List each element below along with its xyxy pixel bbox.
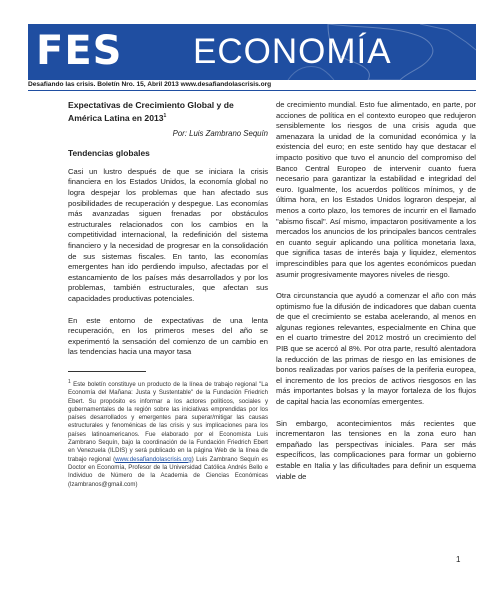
paragraph: En este entorno de expectativas de una lenta recuperación, en los primeros meses del año se experimentó la sensación del comienzo de un cambio en las tendencias hacia una mayor tasa bbox=[68, 315, 268, 357]
right-column bbox=[276, 100, 476, 493]
fes-logo-text: FES bbox=[36, 28, 123, 74]
footnote-link[interactable]: www.desafiandolascrisis.org bbox=[115, 455, 192, 463]
paragraph: Otra circunstancia que ayudó a comenzar el año con más optimismo fue la difusión de indicadores que daban cuenta de que el crecimiento se estaba acelerando, al menos en algunas regiones relevantes, especialmente en China que en el cuarto trimestre del 2012 mostró un crecimiento del PIB que se acercó al 8%. Por otra parte, resultó alentadora la reducción de las primas de riesgo en las emisiones de bonos realizadas por varios países de la periferia europea, el incremento de los precios de activos riesgosos en las más importantes bolsas y la mayor fortaleza de los flujos de capital hacia las economías emergentes. bbox=[276, 291, 476, 407]
economia-logo-text: ECONOMÍA bbox=[193, 32, 392, 71]
footnote-mark: 1 bbox=[68, 378, 71, 385]
bulletin-subheader: Desafiando las crisis. Boletín Nro. 15, Abril 2013 www.desafiandolascrisis.org bbox=[28, 81, 272, 88]
article-author: Por: Luis Zambrano Sequín bbox=[172, 128, 268, 138]
title-footnote-mark: 1 bbox=[163, 113, 167, 119]
footnote-divider bbox=[68, 371, 146, 372]
article-title bbox=[68, 100, 268, 124]
footnote bbox=[68, 378, 268, 489]
page-number: 1 bbox=[456, 555, 461, 564]
paragraph: Sin embargo, acontecimientos más recientes que incrementaron las tensiones en la zona euro han empañado las perspectivas iniciales. Para ser más específicos, las complicaciones para formar un gobierno estable en Italia y las dificultades para definir un esquema viable de bbox=[276, 418, 476, 481]
paragraph: de crecimiento mundial. Esto fue alimentado, en parte, por acciones de política en el contexto europeo que redujeron sensiblemente los riesgos de una crisis aguda que amenazara la unidad de la comunidad económica y la existencia del euro; en este sentido hay que destacar el impacto positivo que tuvo el anuncio del compromiso del Banco Central Europeo de intervenir cuanto fuera necesario para garantizar la estabilidad e integridad del euro. Igualmente, los acuerdos políticos mínimos, y de última hora, en los Estados Unidos lograron despejar, al menos a corto plazo, los temores de incurrir en el llamado "abismo fiscal". Así mismo, impactaron positivamente a los mercados los anuncios de los principales bancos centrales en cuanto seguir aplicando una política monetaria laxa, que significa tasas de interés baja y liquidez, elementos imprescindibles para que los agentes económicos puedan asumir progresivamente mayores niveles de riesgo. bbox=[276, 100, 476, 279]
paragraph: Casi un lustro después de que se iniciara la crisis financiera en los Estados Unidos, la economía global no logra despejar los problemas que han afectado sus posibilidades de recuperación y despegue. Las economías más avanzadas siguen frenadas por obstáculos estructurales relacionados con los cambios en la competitividad internacional, la redefinición del sistema financiero y la necesidad de progresar en la consolidación de sus sistemas fiscales. En tanto, las economías emergentes han ido perdiendo impulso, afectadas por el estancamiento de los países más desarrollados y por los problemas, también estructurales, que afectan sus capacidades productivas potenciales. bbox=[68, 166, 268, 303]
header-divider bbox=[28, 90, 476, 91]
article-title-text: Expectativas de Crecimiento Global y de América Latina en 2013 bbox=[68, 100, 234, 123]
left-column bbox=[68, 100, 268, 489]
footnote-text-before-link: Este boletín constituye un producto de la línea de trabajo regional "La Economía del Mañana: Justa y Sustentable" de la Fundación Friedrich Ebert. Su propósito es informar a los actores políticos, sociales y gubernamentales de la región sobre las iniciativas emprendidas por los países desarrollados y emergentes para superar/mitigar las causas estructurales y fenoménicas de las crisis y sus implicaciones para los países latinoamericanos. Fue elaborado por el Economista Luis Zambrano Sequín, bajo la coordinación de la Fundación Friedrich Ebert en Venezuela (ILDIS) y será publicado en la página Web de la línea de trabajo regional ( bbox=[68, 380, 268, 463]
footnote-text-after-link: ) Luis Zambrano Sequín es Doctor en Economía, Profesor de la Universidad Católica Andrés Bello e Individuo de Número de la Academia de Ciencias Económicas (lzambranos@gmail.com) bbox=[68, 455, 268, 488]
section-heading: Tendencias globales bbox=[68, 147, 150, 158]
masthead-banner bbox=[28, 24, 476, 80]
